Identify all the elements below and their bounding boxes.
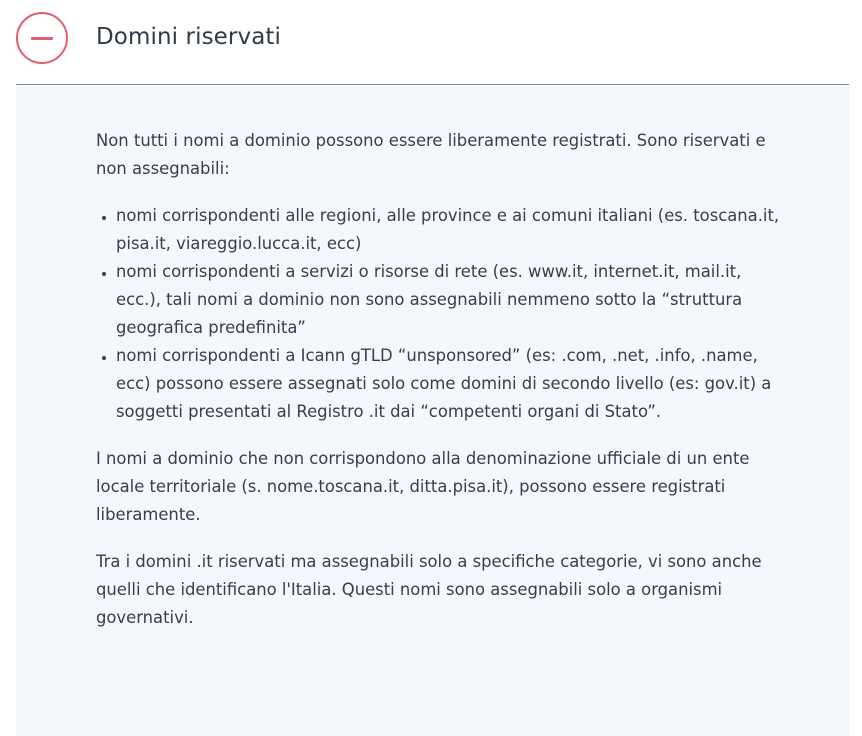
accordion-content — [96, 127, 786, 651]
list-item: • nomi corrispondenti a Icann gTLD “unsponsored” (es: .com, .net, .info, .name, ecc) possono essere assegnati solo come domini di secondo livello (es: gov.it) a soggetti presentati al Registro .it dai “competenti organi di Stato”. — [116, 342, 786, 426]
intro-paragraph: Non tutti i nomi a dominio possono essere liberamente registrati. Sono riservati e non assegnabili: — [96, 131, 766, 178]
list-item: • nomi corrispondenti a servizi o risorse di rete (es. www.it, internet.it, mail.it, ecc.), tali nomi a dominio non sono assegnabili nemmeno sotto la “struttura geografica predefinita” — [116, 258, 786, 342]
accordion-body — [16, 86, 849, 736]
paragraph-italy-domains: Tra i domini .it riservati ma assegnabili solo a specifiche categorie, vi sono anche quelli che identificano l'Italia. Questi nomi sono assegnabili solo a organismi governativi. — [96, 552, 762, 627]
minus-bar — [31, 37, 53, 40]
list-item: • nomi corrispondenti alle regioni, alle province e ai comuni italiani (es. toscana.it, pisa.it, viareggio.lucca.it, ecc) — [116, 202, 786, 258]
accordion-header[interactable] — [16, 0, 849, 85]
paragraph-free-registration: I nomi a dominio che non corrispondono alla denominazione ufficiale di un ente locale territoriale (s. nome.toscana.it, ditta.pisa.it), possono essere registrati liberamente. — [96, 449, 750, 524]
accordion-title[interactable]: Domini riservati — [96, 24, 282, 50]
minus-circle-icon[interactable] — [16, 12, 68, 64]
reserved-list — [96, 202, 786, 426]
